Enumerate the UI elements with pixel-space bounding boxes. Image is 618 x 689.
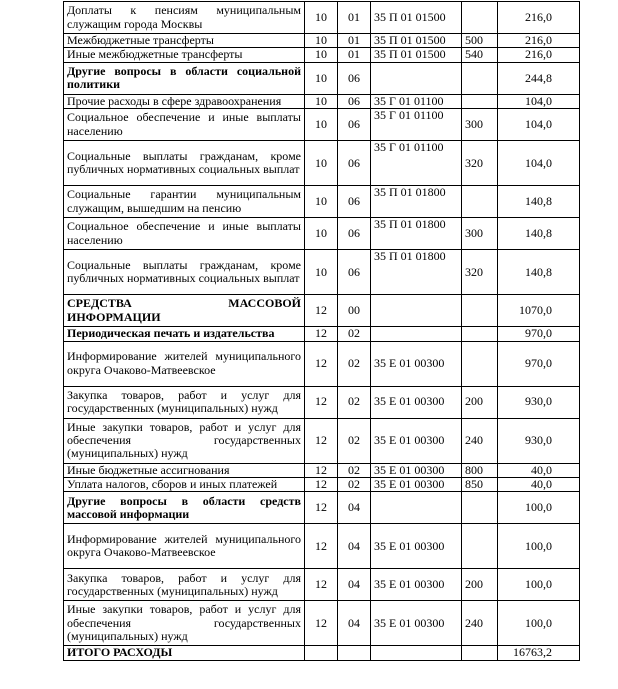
row-subsection-cell: 06 [338, 141, 371, 186]
row-amount-cell: 40,0 [498, 463, 580, 477]
row-amount-cell: 16763,2 [498, 646, 580, 660]
row-name-cell: Закупка товаров, работ и услуг для государственных (муниципальных) нужд [64, 386, 305, 418]
row-target-article-cell [371, 646, 462, 660]
row-name-cell: Доплаты к пенсиям муниципальным служащим города Москвы [64, 2, 305, 34]
row-target-article-cell [371, 295, 462, 327]
row-name-cell: Социальные выплаты гражданам, кроме публичных нормативных социальных выплат [64, 141, 305, 186]
row-section-cell: 12 [305, 295, 338, 327]
row-amount-cell: 140,8 [498, 218, 580, 250]
table-row [64, 524, 580, 569]
row-subsection-cell: 06 [338, 109, 371, 141]
table-row [64, 601, 580, 646]
row-subsection-cell: 01 [338, 2, 371, 34]
row-target-article-cell: 35 П 01 01500 [371, 34, 462, 48]
row-section-cell: 10 [305, 34, 338, 48]
row-section-cell: 10 [305, 250, 338, 295]
row-expense-type-cell: 240 [462, 601, 498, 646]
row-expense-type-cell [462, 94, 498, 108]
row-section-cell: 12 [305, 492, 338, 524]
table-row [64, 569, 580, 601]
row-name-cell: Информирование жителей муниципального округа Очаково-Матвеевское [64, 524, 305, 569]
table-row [64, 478, 580, 492]
table-row [64, 341, 580, 386]
row-expense-type-cell: 320 [462, 250, 498, 295]
row-target-article-cell: 35 Г 01 01100 [371, 141, 462, 186]
row-section-cell: 10 [305, 109, 338, 141]
row-amount-cell: 104,0 [498, 141, 580, 186]
row-name-cell: Иные бюджетные ассигнования [64, 463, 305, 477]
table-row [64, 141, 580, 186]
row-subsection-cell: 00 [338, 295, 371, 327]
table-row [64, 2, 580, 34]
table-row [64, 62, 580, 94]
row-name-cell: Иные межбюджетные трансферты [64, 48, 305, 62]
row-target-article-cell: 35 П 01 01800 [371, 218, 462, 250]
row-section-cell: 12 [305, 341, 338, 386]
table-row [64, 463, 580, 477]
table-row [64, 218, 580, 250]
row-name-cell: Другие вопросы в области средств массовой информации [64, 492, 305, 524]
row-expense-type-cell: 540 [462, 48, 498, 62]
row-section-cell: 10 [305, 48, 338, 62]
row-amount-cell: 100,0 [498, 492, 580, 524]
row-section-cell: 10 [305, 186, 338, 218]
table-row [64, 386, 580, 418]
row-name-cell: Уплата налогов, сборов и иных платежей [64, 478, 305, 492]
row-subsection-cell: 06 [338, 186, 371, 218]
row-subsection-cell: 01 [338, 48, 371, 62]
table-row [64, 186, 580, 218]
row-expense-type-cell [462, 295, 498, 327]
row-expense-type-cell [462, 341, 498, 386]
row-target-article-cell: 35 Е 01 00300 [371, 478, 462, 492]
row-name-cell: Социальное обеспечение и иные выплаты населению [64, 218, 305, 250]
table-row [64, 109, 580, 141]
row-expense-type-cell [462, 2, 498, 34]
row-target-article-cell: 35 Е 01 00300 [371, 524, 462, 569]
row-expense-type-cell: 500 [462, 34, 498, 48]
row-section-cell: 12 [305, 601, 338, 646]
row-target-article-cell: 35 П 01 01500 [371, 2, 462, 34]
row-expense-type-cell: 200 [462, 569, 498, 601]
row-target-article-cell: 35 П 01 01500 [371, 48, 462, 62]
row-name-cell: Другие вопросы в области социальной политики [64, 62, 305, 94]
row-subsection-cell: 06 [338, 218, 371, 250]
row-target-article-cell: 35 П 01 01800 [371, 250, 462, 295]
table-row [64, 327, 580, 341]
row-target-article-cell: 35 Е 01 00300 [371, 386, 462, 418]
row-subsection-cell: 02 [338, 478, 371, 492]
row-amount-cell: 216,0 [498, 48, 580, 62]
row-name-cell: Социальные выплаты гражданам, кроме публичных нормативных социальных выплат [64, 250, 305, 295]
row-expense-type-cell [462, 492, 498, 524]
table-row [64, 418, 580, 463]
row-target-article-cell: 35 Е 01 00300 [371, 463, 462, 477]
table-body [64, 2, 580, 661]
row-amount-cell: 104,0 [498, 109, 580, 141]
row-subsection-cell: 06 [338, 94, 371, 108]
row-target-article-cell: 35 Е 01 00300 [371, 601, 462, 646]
table-row [64, 48, 580, 62]
row-amount-cell: 930,0 [498, 386, 580, 418]
row-amount-cell: 244,8 [498, 62, 580, 94]
row-expense-type-cell: 240 [462, 418, 498, 463]
row-subsection-cell: 02 [338, 463, 371, 477]
row-amount-cell: 140,8 [498, 186, 580, 218]
row-amount-cell: 104,0 [498, 94, 580, 108]
row-section-cell: 12 [305, 569, 338, 601]
row-name-cell: Социальное обеспечение и иные выплаты населению [64, 109, 305, 141]
row-target-article-cell: 35 Г 01 01100 [371, 109, 462, 141]
row-target-article-cell [371, 492, 462, 524]
table-row [64, 646, 580, 660]
row-subsection-cell: 04 [338, 569, 371, 601]
row-expense-type-cell: 200 [462, 386, 498, 418]
row-amount-cell: 216,0 [498, 34, 580, 48]
row-subsection-cell: 02 [338, 386, 371, 418]
row-name-cell: Иные закупки товаров, работ и услуг для обеспечения государственных (муниципальных) нужд [64, 601, 305, 646]
row-section-cell: 12 [305, 478, 338, 492]
row-subsection-cell: 04 [338, 492, 371, 524]
row-section-cell: 12 [305, 418, 338, 463]
table-row [64, 492, 580, 524]
row-name-cell: Иные закупки товаров, работ и услуг для обеспечения государственных (муниципальных) нужд [64, 418, 305, 463]
row-section-cell: 10 [305, 141, 338, 186]
row-subsection-cell: 02 [338, 327, 371, 341]
row-name-cell: Периодическая печать и издательства [64, 327, 305, 341]
row-name-cell: Прочие расходы в сфере здравоохранения [64, 94, 305, 108]
row-expense-type-cell: 320 [462, 141, 498, 186]
row-section-cell [305, 646, 338, 660]
row-subsection-cell [338, 646, 371, 660]
row-section-cell: 10 [305, 62, 338, 94]
row-name-cell: ИТОГО РАСХОДЫ [64, 646, 305, 660]
row-subsection-cell: 04 [338, 524, 371, 569]
row-section-cell: 10 [305, 94, 338, 108]
row-amount-cell: 100,0 [498, 524, 580, 569]
row-amount-cell: 970,0 [498, 327, 580, 341]
row-subsection-cell: 02 [338, 341, 371, 386]
row-expense-type-cell [462, 524, 498, 569]
row-expense-type-cell: 300 [462, 109, 498, 141]
row-amount-cell: 216,0 [498, 2, 580, 34]
row-target-article-cell: 35 Г 01 01100 [371, 94, 462, 108]
row-amount-cell: 140,8 [498, 250, 580, 295]
row-target-article-cell: 35 Е 01 00300 [371, 569, 462, 601]
row-name-cell: СРЕДСТВА МАССОВОЙ ИНФОРМАЦИИ [64, 295, 305, 327]
row-name-cell: Межбюджетные трансферты [64, 34, 305, 48]
row-target-article-cell: 35 Е 01 00300 [371, 341, 462, 386]
row-amount-cell: 970,0 [498, 341, 580, 386]
row-amount-cell: 1070,0 [498, 295, 580, 327]
row-target-article-cell [371, 62, 462, 94]
table-row [64, 250, 580, 295]
row-name-cell: Закупка товаров, работ и услуг для государственных (муниципальных) нужд [64, 569, 305, 601]
row-expense-type-cell [462, 186, 498, 218]
row-amount-cell: 100,0 [498, 601, 580, 646]
row-subsection-cell: 01 [338, 34, 371, 48]
row-section-cell: 12 [305, 524, 338, 569]
row-name-cell: Социальные гарантии муниципальным служащим, вышедшим на пенсию [64, 186, 305, 218]
row-expense-type-cell: 300 [462, 218, 498, 250]
row-section-cell: 12 [305, 386, 338, 418]
row-amount-cell: 100,0 [498, 569, 580, 601]
row-section-cell: 12 [305, 463, 338, 477]
table-row [64, 94, 580, 108]
row-name-cell: Информирование жителей муниципального округа Очаково-Матвеевское [64, 341, 305, 386]
table-row [64, 295, 580, 327]
row-expense-type-cell [462, 646, 498, 660]
row-section-cell: 10 [305, 218, 338, 250]
row-target-article-cell [371, 327, 462, 341]
row-expense-type-cell: 800 [462, 463, 498, 477]
row-section-cell: 10 [305, 2, 338, 34]
row-amount-cell: 40,0 [498, 478, 580, 492]
row-target-article-cell: 35 П 01 01800 [371, 186, 462, 218]
row-expense-type-cell [462, 62, 498, 94]
row-subsection-cell: 06 [338, 250, 371, 295]
row-target-article-cell: 35 Е 01 00300 [371, 418, 462, 463]
row-expense-type-cell [462, 327, 498, 341]
table-row [64, 34, 580, 48]
row-section-cell: 12 [305, 327, 338, 341]
row-subsection-cell: 02 [338, 418, 371, 463]
row-subsection-cell: 04 [338, 601, 371, 646]
budget-expenditure-table [63, 1, 580, 661]
row-expense-type-cell: 850 [462, 478, 498, 492]
row-amount-cell: 930,0 [498, 418, 580, 463]
row-subsection-cell: 06 [338, 62, 371, 94]
